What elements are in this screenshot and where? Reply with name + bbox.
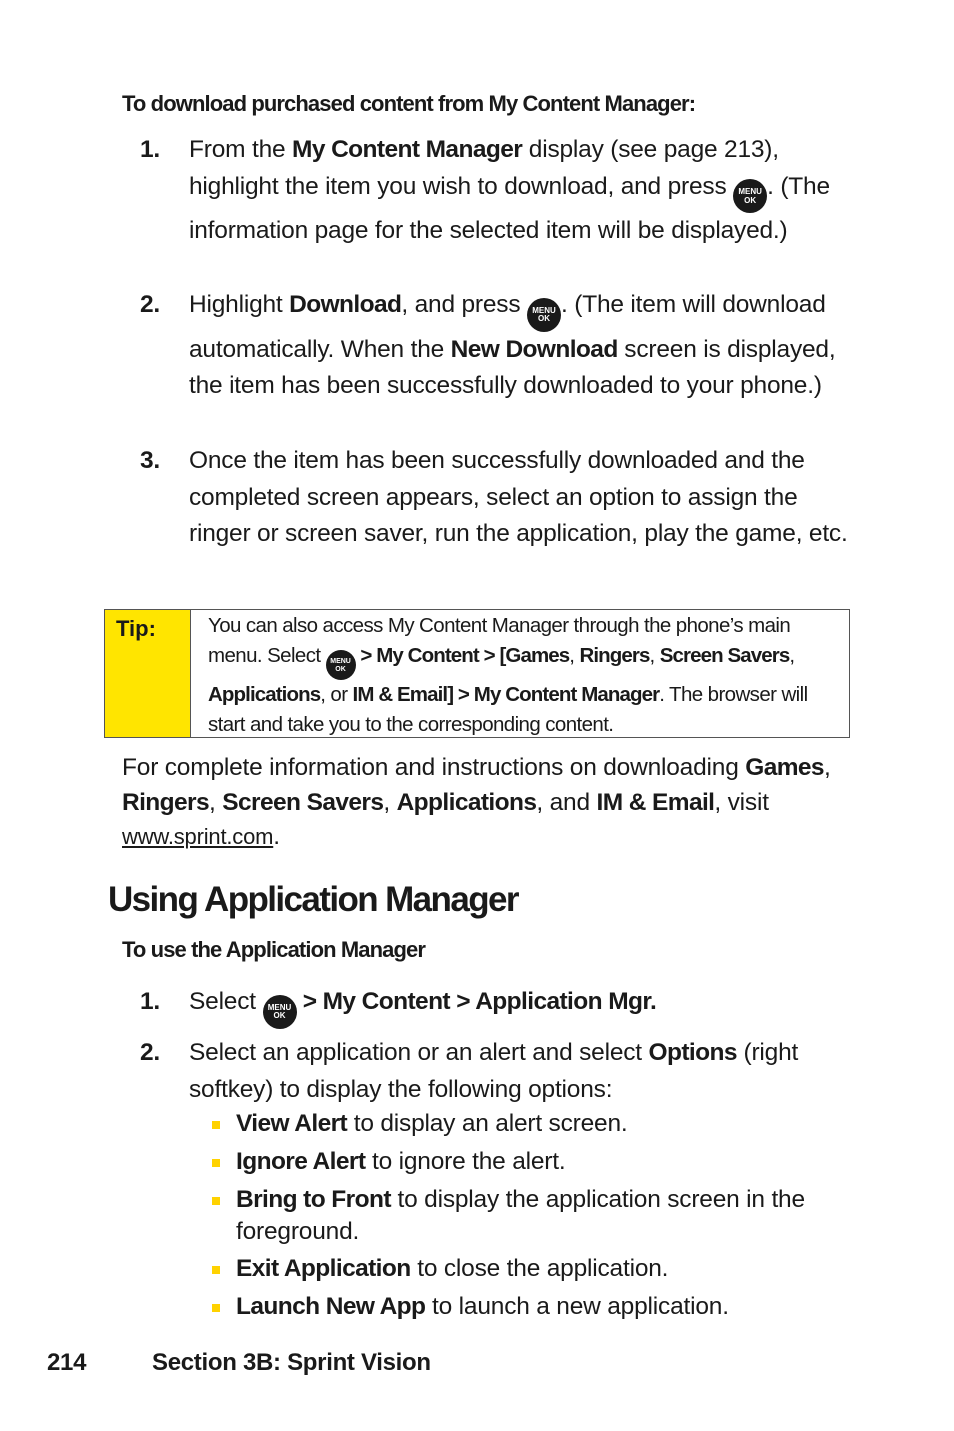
step-text: Once the item has been successfully downloaded and the completed screen appears, select an option to assign the ringer or screen saver, run the application, play the game, etc. <box>189 447 848 547</box>
list-item: Exit Application to close the application. <box>212 1253 858 1285</box>
menu-ok-key-icon: MENU OK <box>733 179 767 213</box>
list-item: Ignore Alert to ignore the alert. <box>212 1146 858 1178</box>
bullet-square-icon <box>212 1266 220 1274</box>
step-number: 1. <box>140 988 161 1015</box>
step-number: 3. <box>140 447 161 474</box>
section-heading: Using Application Manager <box>108 880 518 919</box>
step-number: 2. <box>140 1039 161 1066</box>
tip-box <box>104 609 850 738</box>
list-item: View Alert to display an alert screen. <box>212 1108 858 1140</box>
tip-text: You can also access My Content Manager through the phone’s main menu. Select MENU OK > My Content > [Games, Ringers, Screen Savers, Applications, or IM & Email] > My Content Manager. The browser will start and take you to the corresponding content. <box>208 614 808 736</box>
menu-ok-key-icon: MENU OK <box>263 995 297 1029</box>
section-footer: Section 3B: Sprint Vision <box>152 1349 431 1376</box>
step-number: 2. <box>140 291 161 318</box>
sprint-website-link[interactable]: www.sprint.com <box>122 824 274 849</box>
more-info-paragraph: For complete information and instructions on downloading Games, Ringers, Screen Savers, Applications, and IM & Email, visit www.sprint.com. <box>122 754 831 850</box>
bullet-square-icon <box>212 1197 220 1205</box>
step-text: Highlight Download, and press MENU OK . (The item will download automatically. When the New Download screen is displayed, the item has been successfully downloaded to your phone.) <box>189 291 836 399</box>
bullet-square-icon <box>212 1159 220 1167</box>
list-item: Launch New App to launch a new application. <box>212 1291 858 1323</box>
page-number: 214 <box>47 1349 87 1376</box>
tip-label: Tip: <box>105 610 191 737</box>
menu-ok-key-icon: MENU OK <box>527 298 561 332</box>
bullet-square-icon <box>212 1304 220 1312</box>
step-number: 1. <box>140 136 161 163</box>
options-list <box>212 1108 858 1323</box>
bullet-square-icon <box>212 1121 220 1129</box>
download-subheading: To download purchased content from My Content Manager: <box>122 91 696 116</box>
step-text: From the My Content Manager display (see page 213), highlight the item you wish to download, and press MENU OK . (The information page for the selected item will be displayed.) <box>189 136 830 244</box>
step-text: Select MENU OK > My Content > Application Mgr. <box>189 984 858 1029</box>
menu-ok-key-icon: MENU OK <box>326 650 356 680</box>
step-text: Select an application or an alert and select Options (right softkey) to display the following options: <box>189 1039 799 1103</box>
app-manager-subheading: To use the Application Manager <box>122 937 426 962</box>
list-item: Bring to Front to display the application screen in the foreground. <box>212 1184 858 1248</box>
